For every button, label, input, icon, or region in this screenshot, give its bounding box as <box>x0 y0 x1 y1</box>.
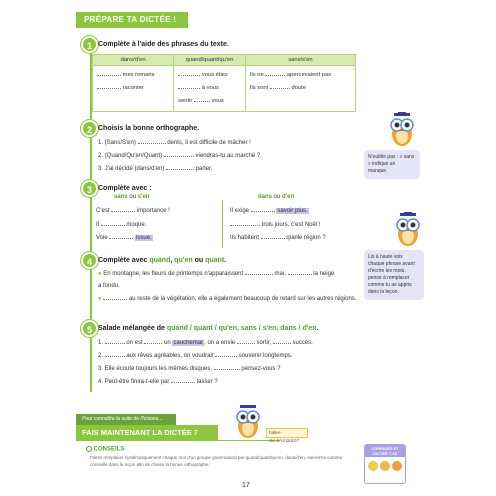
column-heading: dans ou d'en <box>258 194 295 200</box>
blank-field[interactable] <box>138 138 166 144</box>
blank-field[interactable] <box>288 269 312 275</box>
story-kicker: Pour connaître la suite de l'histoire... <box>76 414 176 425</box>
blank-field[interactable] <box>166 164 194 170</box>
dictation-band: FAIS MAINTENANT LA DICTÉE 7 <box>76 425 218 441</box>
blank-field[interactable] <box>273 338 291 344</box>
cell-text: sentir <box>178 98 193 104</box>
exercise-line: C'est importance ! <box>96 208 170 214</box>
table-header: sans/s'en <box>245 55 355 66</box>
exercise-line: 4. Peut-être finira-t-elle par lasser ? <box>98 379 218 385</box>
blank-field[interactable] <box>270 83 290 89</box>
exercise-line: 2. (Quand/Qu'en/Quant) viendras-tu au marché ? <box>98 153 261 159</box>
exercise-line: 3. J'ai décidé (dans/d'en) parler. <box>98 166 213 172</box>
exercise-line: Voie issue. <box>96 235 152 241</box>
exercise-line: ● au reste de la végétation, elle a également beaucoup de retard sur les autres régions. <box>98 296 357 302</box>
blank-field[interactable] <box>251 206 275 212</box>
blank-field[interactable] <box>230 220 260 226</box>
blank-field[interactable] <box>97 70 121 76</box>
band-underline <box>90 440 280 441</box>
column-heading: sans ou s'en <box>114 194 150 200</box>
happy-face-icon[interactable] <box>368 461 378 471</box>
blank-field[interactable] <box>105 338 125 344</box>
corrections-box <box>364 444 406 484</box>
rating-faces <box>365 461 405 471</box>
exercise-line: ● En montagne, les fleurs de printemps n'apparaissent mai, la neige <box>98 271 335 277</box>
blank-field[interactable] <box>265 70 285 76</box>
online-link[interactable]: hatier-clic.fr/cm2dc07 <box>266 428 308 438</box>
owl-mascot-icon <box>394 212 422 248</box>
blank-field[interactable] <box>97 83 121 89</box>
exercise-line: Ils habitent quelle région ? <box>230 235 326 241</box>
cell-text: à vous <box>201 85 219 91</box>
exercise-number: 5 <box>81 320 98 337</box>
exercise-title: Complète avec quand, qu'en ou quant. <box>98 257 227 264</box>
cell-text: vous <box>211 98 224 104</box>
blank-field[interactable] <box>103 294 127 300</box>
blank-field[interactable] <box>109 233 133 239</box>
exercise-line: trois jours, c'est Noël ! <box>230 220 321 230</box>
blank-field[interactable] <box>245 269 273 275</box>
exercise-title: Choisis la bonne orthographe. <box>98 125 200 132</box>
section-banner: PRÉPARE TA DICTÉE ! <box>76 12 188 28</box>
exercise-title: Salade mélangée de quand / quant / qu'en, sans / s'en, dans / d'en. <box>98 325 319 332</box>
exercise-title: Complète à l'aide des phrases du texte. <box>98 41 229 48</box>
blank-field[interactable] <box>171 377 195 383</box>
exercise-line: Il moque. <box>96 222 147 228</box>
blank-field[interactable] <box>144 338 162 344</box>
tip-note: Lis à haute voix chaque phrase avant d'écrire les mots, pense à remplacer comme tu as appris dans la leçon. <box>364 250 424 300</box>
exercise-number: 4 <box>81 252 98 269</box>
blank-field[interactable] <box>178 83 200 89</box>
cell-text: apercevaient pas <box>286 72 332 78</box>
blank-field[interactable] <box>164 151 194 157</box>
exercise-line: 3. Elle écoute toujours les mêmes disques, pensez-vous ? <box>98 366 281 372</box>
blank-field[interactable] <box>215 351 237 357</box>
exercise-number: 1 <box>81 36 98 53</box>
table-header: dans/d'en <box>93 55 174 66</box>
cell-text: mes romans <box>122 72 155 78</box>
blank-field[interactable] <box>111 206 135 212</box>
cell-text: Ils sont <box>249 85 269 91</box>
cell-text: raconter <box>122 85 144 91</box>
table-header: quand/quant/qu'en <box>174 55 246 66</box>
exercise-line: 1. (Sans/S'en) dents, il est difficile de mâcher ! <box>98 140 251 146</box>
blank-field[interactable] <box>101 220 125 226</box>
exercise-line: 2. aux rêves agréables, on voudrait souvenir longtemps. <box>98 353 293 359</box>
neutral-face-icon[interactable] <box>380 461 390 471</box>
blank-field[interactable] <box>237 338 255 344</box>
table-cell <box>245 66 355 112</box>
exercise-line: 1. on est un cauchemar, on a envie sortir, succès. <box>98 340 313 346</box>
table-cell <box>93 66 174 112</box>
conseils-text: Faites remplacer systématiquement chaque mot d'un groupe grammatical par quand/quant/qu'en, dans/d'en, sans/s'en comme conseillé dans la leçon afin de choisir la bonne orthographe. <box>90 455 343 467</box>
page-number: 17 <box>242 482 250 489</box>
owl-mascot-icon <box>388 112 416 148</box>
completion-table <box>92 54 356 112</box>
blank-field[interactable] <box>194 96 210 102</box>
bulb-icon <box>86 446 92 452</box>
exercise-number: 2 <box>81 120 98 137</box>
cell-text: doute <box>291 85 306 91</box>
exercise-number: 3 <box>81 180 98 197</box>
column-divider <box>222 200 223 248</box>
exercise-line: Il exige savoir plus. <box>230 208 308 214</box>
corrections-label: CORRIGÉS ET DICTÉE 7-18 <box>365 445 405 457</box>
exercise-line: a fondu. <box>98 283 120 289</box>
cell-text: Ils ne <box>249 72 264 78</box>
blank-field[interactable] <box>178 70 200 76</box>
table-cell <box>174 66 246 112</box>
exercise-title: Complète avec : <box>98 185 152 192</box>
tip-note: N'oublie pas : « sans » indique un manque. <box>364 150 420 179</box>
blank-field[interactable] <box>261 233 285 239</box>
blank-field[interactable] <box>105 351 125 357</box>
sad-face-icon[interactable] <box>392 461 402 471</box>
owl-mascot-icon <box>234 404 262 440</box>
blank-field[interactable] <box>214 364 240 370</box>
conseils-label: CONSEILS <box>86 446 124 453</box>
cell-text: vous étiez <box>201 72 228 78</box>
